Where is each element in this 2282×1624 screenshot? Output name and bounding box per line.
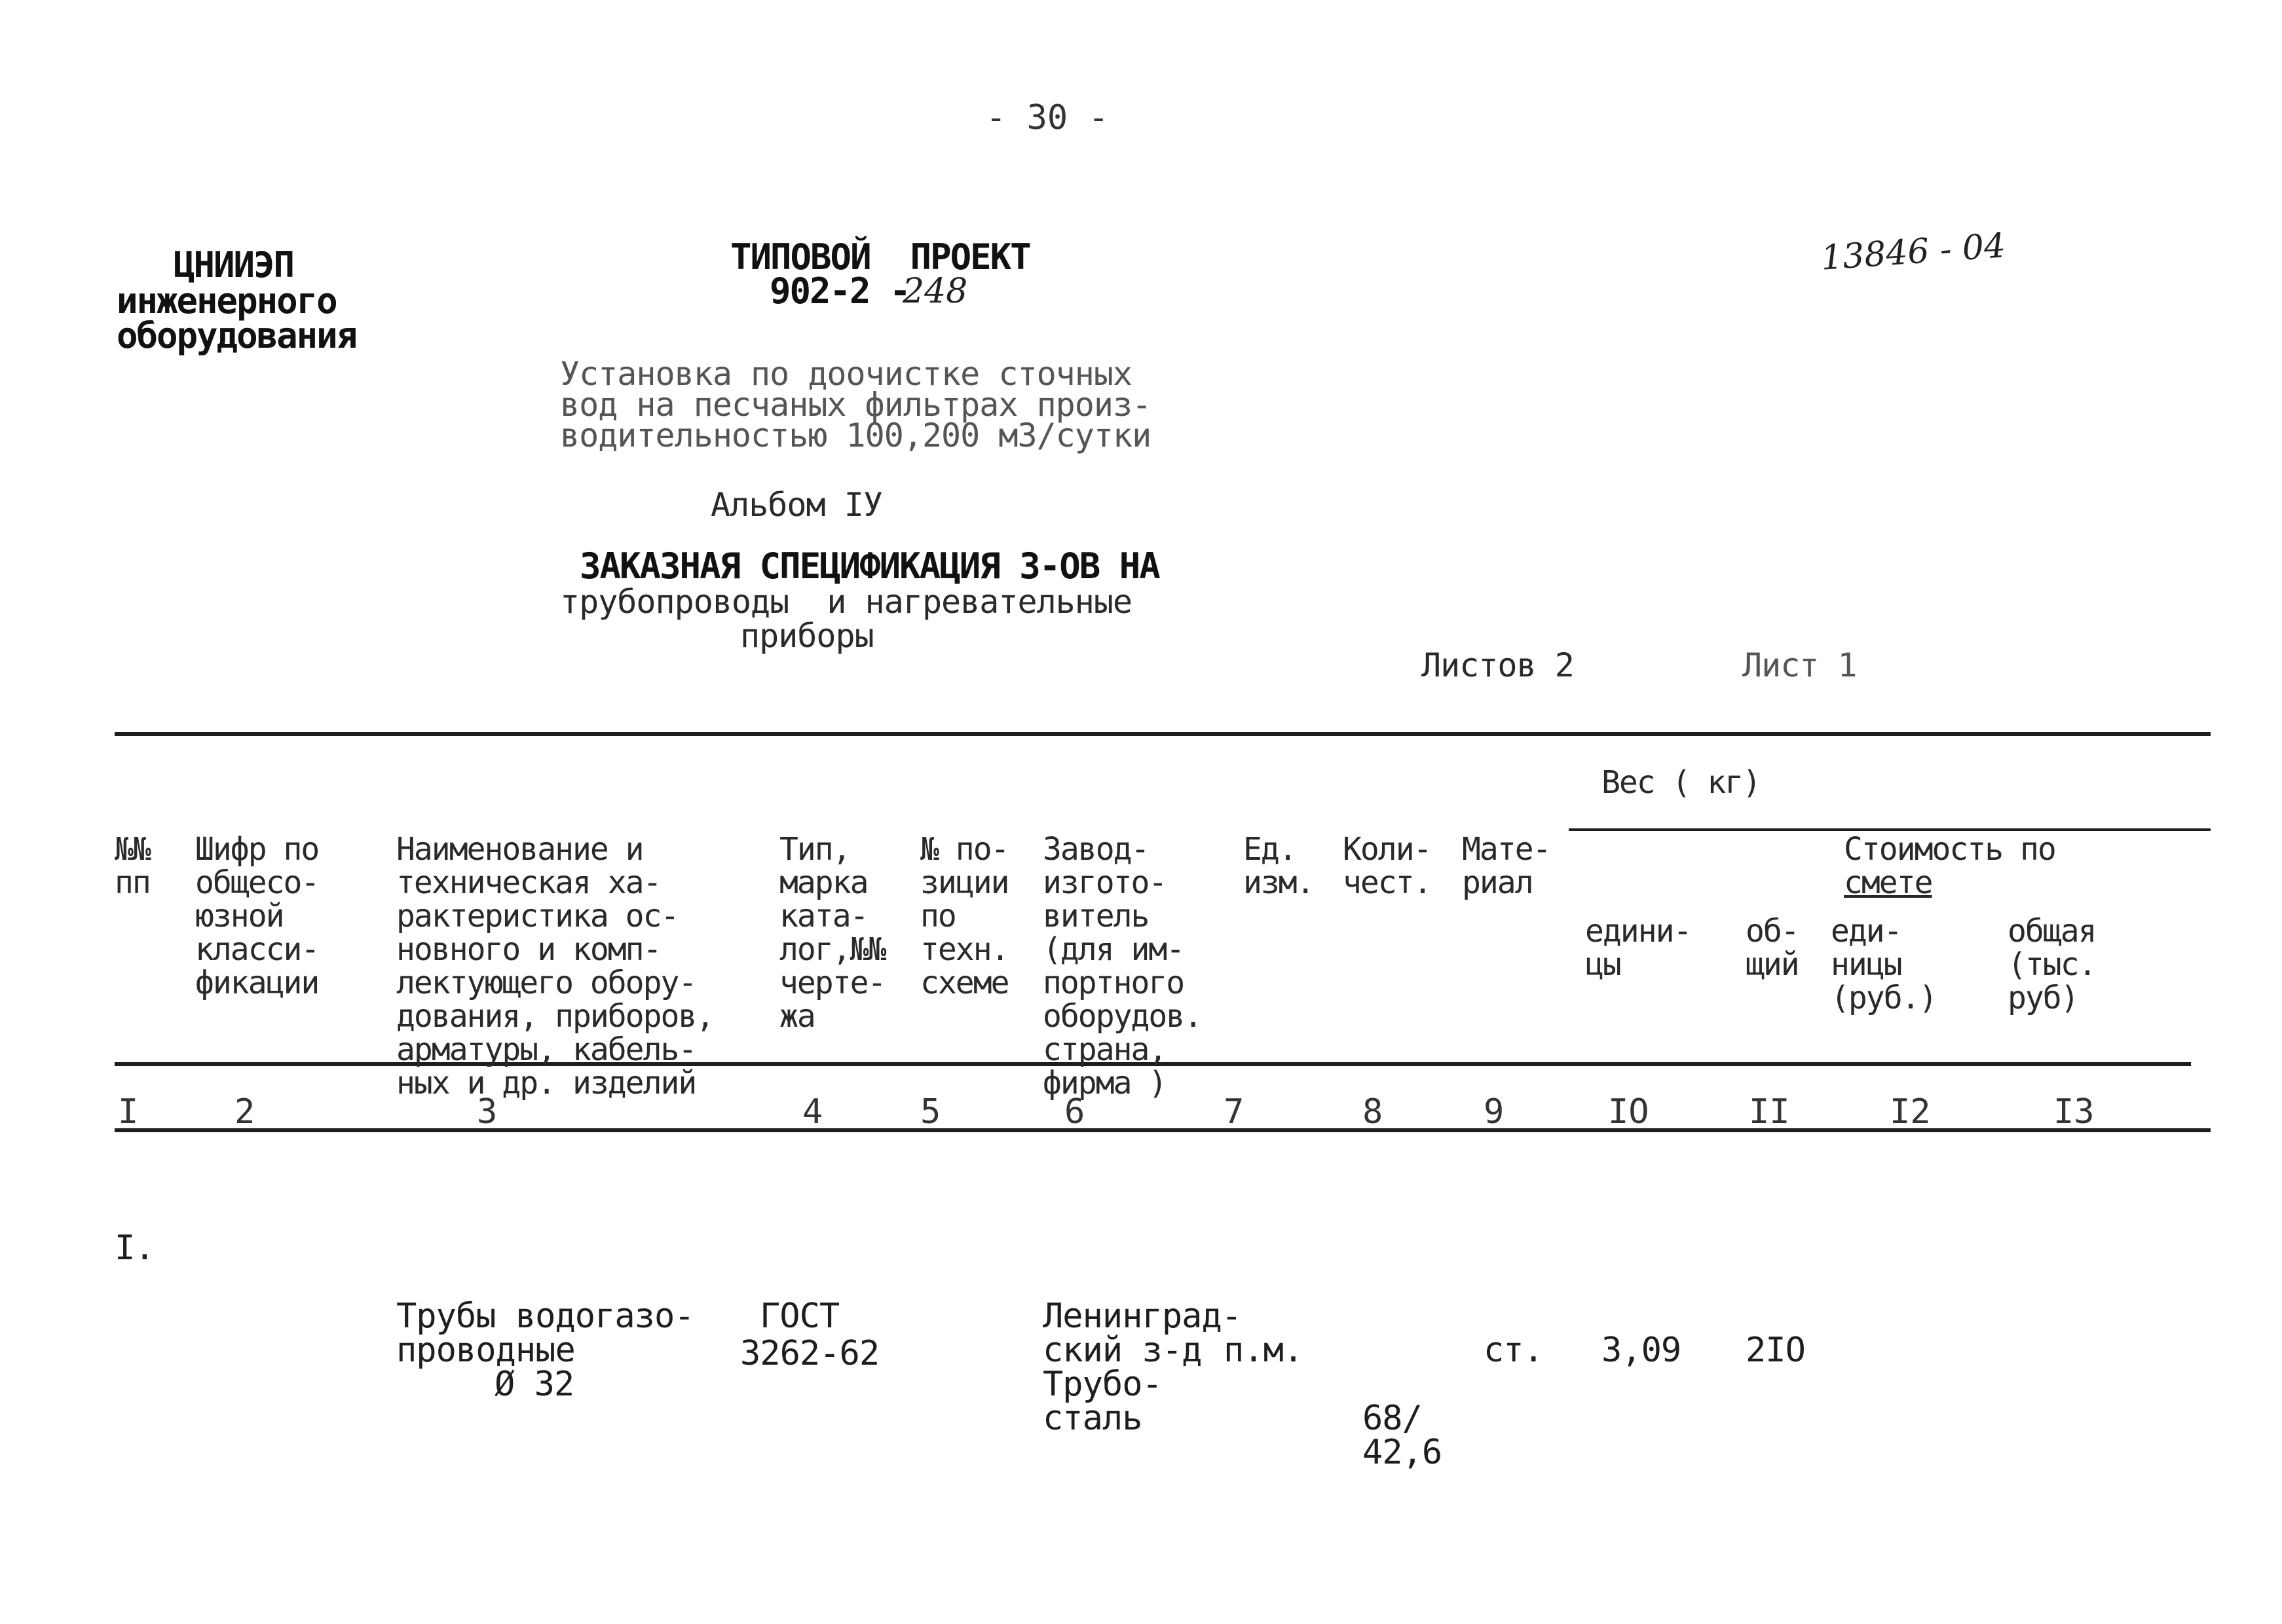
spec-subtitle-line-2: приборы	[740, 617, 874, 655]
spec-title: ЗАКАЗНАЯ СПЕЦИФИКАЦИЯ 3-ОВ НА	[580, 545, 1159, 587]
row-item-name: Трубы водогазо- проводные Ø 32	[396, 1297, 694, 1404]
column-number: 2	[234, 1092, 255, 1132]
row-manufacturer: Ленинград- ский з-д Трубо- сталь	[1043, 1297, 1242, 1438]
row-weight-total: 2IO	[1746, 1331, 1805, 1370]
header-weight-group: Вес ( кг)	[1601, 764, 1761, 801]
header-col-11: об- щий	[1746, 913, 1799, 983]
row-material: ст.	[1484, 1331, 1543, 1370]
column-number: 6	[1064, 1092, 1085, 1132]
header-col-6: Завод- изгото- витель (для им- портного оборудов. страна, фирма )	[1043, 831, 1202, 1101]
sheets-count: Листов 2	[1421, 646, 1574, 684]
row-quantity: 68/ 42,6	[1362, 1399, 1442, 1472]
header-col-10: едини- цы	[1585, 913, 1691, 983]
page-number: - 30 -	[986, 98, 1109, 138]
header-col-12: еди- ницы (руб.)	[1831, 913, 1937, 1016]
doc-number: 13846 - 04	[1820, 226, 2007, 278]
header-col-8: Коли- чест.	[1343, 831, 1431, 901]
project-code-handwritten: 248	[903, 272, 968, 311]
header-col-3: Наименование и техническая ха- рактеристика ос- новного и комп- лектующего обору- дования, приборов, арматуры, кабель- ных и др. изделий	[396, 831, 714, 1101]
spec-subtitle-line-1: трубопроводы и нагревательные	[560, 583, 1132, 621]
column-number: I	[118, 1092, 139, 1132]
sheet-number: Лист 1	[1742, 646, 1857, 684]
project-title: ТИПОВОЙ ПРОЕКТ	[730, 236, 1030, 278]
row-number: I.	[115, 1228, 155, 1268]
column-number: 9	[1484, 1092, 1505, 1132]
header-col-5: № по- зиции по техн. схеме	[920, 831, 1009, 1001]
org-name-line-2: инженерного	[117, 280, 337, 322]
row-weight-unit: 3,09	[1601, 1331, 1681, 1370]
row-unit: п.м.	[1224, 1331, 1303, 1370]
header-col-13: общая (тыс. руб)	[2008, 913, 2096, 1016]
column-number: 7	[1224, 1092, 1244, 1132]
header-col-4: Тип, марка ката- лог,№№ черте- жа	[779, 831, 886, 1035]
column-number: II	[1749, 1092, 1790, 1132]
header-col-7: Ед. изм.	[1243, 831, 1314, 901]
header-col-9: Мате- риал	[1462, 831, 1550, 901]
table-top-rule	[115, 732, 2211, 736]
column-number: 8	[1362, 1092, 1383, 1132]
header-col-2: Шифр по общесо- юзной класси- фикации	[195, 831, 319, 1001]
description-line-2: вод на песчаных фильтрах произ-	[560, 386, 1151, 424]
row-type: ГОСТ 3262-62	[740, 1297, 880, 1373]
header-col-1: №№ пп	[115, 831, 150, 901]
org-name-line-3: оборудования	[117, 315, 357, 356]
header-cost-group: Стоимость по смете	[1844, 831, 2055, 901]
album-label: Альбом IУ	[711, 486, 882, 524]
column-number: I3	[2053, 1092, 2095, 1132]
project-code: 902-2 -	[770, 270, 910, 312]
description-line-3: водительностью 100,200 м3/сутки	[560, 416, 1151, 454]
column-number: 3	[477, 1092, 498, 1132]
column-number: I2	[1890, 1092, 1931, 1132]
description-line-1: Установка по доочистке сточных	[560, 355, 1132, 393]
column-number: IO	[1608, 1092, 1649, 1132]
org-name-line-1: ЦНИИЭП	[174, 244, 294, 286]
column-number: 4	[802, 1092, 823, 1132]
column-number: 5	[920, 1092, 941, 1132]
